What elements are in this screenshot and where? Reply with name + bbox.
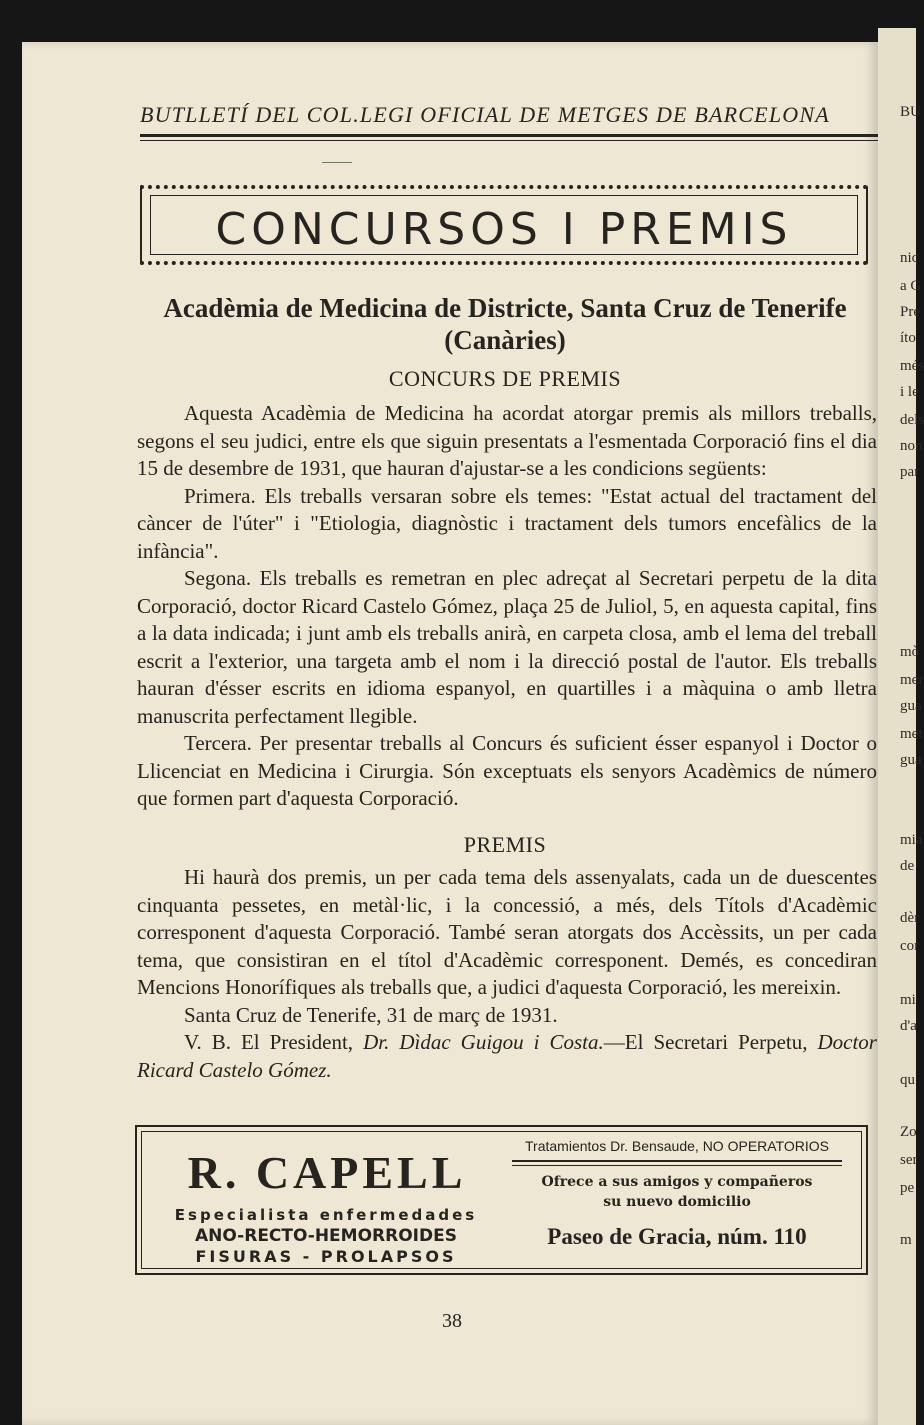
facing-page-fragment: nic	[900, 250, 919, 266]
president-name: Dr. Dìdac Guigou i Costa.	[363, 1030, 604, 1054]
body-text-premis	[137, 864, 877, 1084]
signature-line	[137, 1029, 877, 1084]
ad-specialty-line-2: ANO-RECTO-HEMORROIDES	[195, 1226, 457, 1246]
place-date: Santa Cruz de Tenerife, 31 de març de 1931.	[184, 1002, 558, 1027]
secretary-name: Doctor Ricard Castelo Gómez.	[137, 1030, 877, 1082]
academy-subtitle: (Canàries)	[444, 325, 566, 355]
ad-name: R. CAPELL	[187, 1147, 467, 1198]
facing-page-fragment: mi	[900, 992, 916, 1008]
facing-page-fragment: d'a	[900, 1018, 917, 1034]
facing-page-edge	[878, 28, 924, 1425]
running-head: BUTLLETÍ DEL COL.LEGI OFICIAL DE METGES DE BARCELONA	[140, 102, 830, 127]
section-heading-concurs: CONCURS DE PREMIS	[388, 366, 622, 391]
signature-prefix: V. B. El President,	[184, 1030, 364, 1054]
advertisement	[135, 1125, 868, 1275]
paragraph-segona: Segona. Els treballs es remetran en plec adreçat al Secretari perpetu de la dita Corporació, doctor Ricard Castelo Gómez, plaça 25 de Juliol, 5, en aquesta capital, fins a la data indicada; i junt amb els treballs anirà, en carpeta closa, amb el lema del treball escrit a l'exterior, una targeta amb el nom i la direcció postal de l'autor. Els treballs hauran d'ésser escrits en idioma espanyol, en quartilles i a màquina o amb lletra manuscrita perfectament llegible.	[137, 566, 877, 728]
facing-page-fragment: íto	[900, 330, 916, 346]
banner-frame	[150, 195, 858, 255]
facing-page-fragment: qu	[900, 1072, 915, 1088]
ad-address: Paseo de Gracia, núm. 110	[547, 1224, 807, 1249]
document-page	[22, 42, 878, 1425]
facing-page-fragment: a G	[900, 278, 922, 294]
facing-page-fragment: Zo	[900, 1124, 917, 1140]
facing-page-fragment: més	[900, 358, 924, 374]
header-rule-thin	[140, 140, 878, 141]
facing-page-fragment: gua	[900, 698, 922, 714]
ad-rule	[512, 1165, 842, 1166]
facing-page-fragment: BU	[900, 104, 921, 120]
header-rule-thick	[140, 134, 878, 137]
facing-page-fragment: m	[900, 1232, 912, 1248]
facing-page-fragment: dels	[900, 412, 924, 428]
facing-page-fragment: mer	[900, 672, 924, 688]
ad-specialty: Especialista enfermedades	[174, 1206, 478, 1224]
section-banner	[140, 185, 868, 265]
facing-page-fragment: non	[900, 438, 923, 454]
ad-rule	[512, 1160, 842, 1162]
academy-title: Acadèmia de Medicina de Districte, Santa Cruz de Tenerife	[163, 293, 847, 323]
facing-page-fragment: par	[900, 464, 920, 480]
paragraph-tercera: Tercera. Per presentar treballs al Concurs és suficient ésser espanyol i Doctor o Llicenciat en Medicina i Cirurgia. Són exceptuats els senyors Acadèmics de número que formen part d'aquesta Corporació.	[137, 731, 877, 810]
body-text-concurs	[137, 400, 877, 813]
facing-page-fragment: cor	[900, 938, 920, 954]
short-rule	[322, 162, 352, 163]
section-heading-premis: PREMIS	[463, 832, 547, 857]
facing-page-fragment: mò	[900, 644, 920, 660]
banner-title: CONCURSOS I PREMIS	[215, 204, 793, 255]
facing-page-fragment: Pre	[900, 304, 920, 320]
ad-offer: Ofrece a sus amigos y compañeros su nuevo domicilio	[541, 1174, 813, 1210]
facing-page-fragment: gua	[900, 752, 922, 768]
facing-page-fragment: i le	[900, 384, 919, 400]
paragraph-primera: Primera. Els treballs versaran sobre els temes: "Estat actual del tractament del càncer de l'úter" i "Etiologia, diagnòstic i tractament dels tumors encefàlics de la infància".	[137, 483, 877, 563]
facing-page-fragment: dèr	[900, 910, 920, 926]
ad-frame	[141, 1131, 862, 1269]
signature-middle: —El Secretari Perpetu,	[603, 1030, 818, 1054]
facing-page-fragment: ser	[900, 1152, 918, 1168]
facing-page-fragment: met	[900, 726, 923, 742]
facing-page-fragment: mia	[900, 832, 923, 848]
facing-page-fragment: pe	[900, 1180, 915, 1196]
facing-page-fragment: de	[900, 858, 915, 874]
paragraph-intro: Aquesta Acadèmia de Medicina ha acordat atorgar premis als millors treballs, segons el seu judici, entre els que siguin presentats a l'esmentada Corporació fins el dia 15 de desembre de 1931, que hauran d'ajustar-se a les condicions següents:	[137, 401, 877, 480]
ad-treatments: Tratamientos Dr. Bensaude, NO OPERATORIOS	[525, 1138, 829, 1154]
page-number: 38	[442, 1310, 462, 1332]
ad-specialty-line-3: FISURAS - PROLAPSOS	[195, 1247, 457, 1266]
paragraph-premis: Hi haurà dos premis, un per cada tema dels assenyalats, cada un de duescentes cinquanta pessetes, en metàl·lic, i la concessió, a més, dels Títols d'Acadèmic corresponent d'aquesta Corporació. També seran atorgats dos Accèssits, un per cada tema, que consistiran en el títol d'Acadèmic corresponent. Demés, es concediran Mencions Honorífiques als treballs que, a judici d'aquesta Corporació, les mereixin.	[137, 865, 877, 999]
